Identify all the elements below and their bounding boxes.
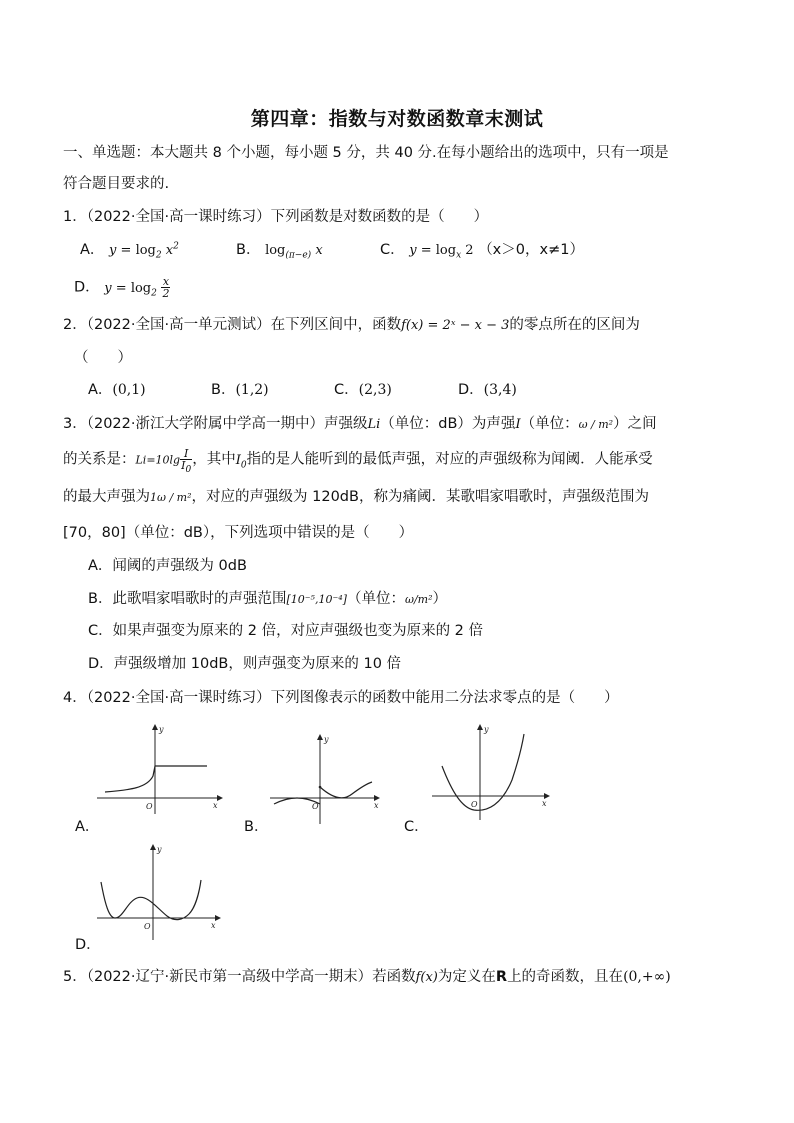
y-axis-arrow [152, 724, 158, 730]
q3-ratio: $\frac{I}{I_0}$ [181, 447, 192, 476]
q4-option-d-label[interactable]: D． [75, 937, 101, 953]
y-axis-arrow [150, 844, 156, 850]
q4-option-b-label[interactable]: B． [244, 819, 269, 835]
q2-option-d[interactable]: D．(3,4) [458, 382, 517, 398]
q3-option-a[interactable]: A．闻阈的声强级为 0dB [88, 558, 247, 574]
q1-option-c[interactable]: C． $y = \log_x 2$ （x＞0，x≠1） [380, 242, 584, 261]
q2-paren: （ ） [74, 350, 132, 366]
q1-d-fraction: $\frac{x}{2}$ [162, 275, 170, 300]
y-axis-arrow [477, 724, 483, 730]
q1-b-formula: $\log_{(\pi-e)} x$ [265, 243, 323, 261]
y-label: y [484, 725, 489, 734]
point [319, 786, 322, 789]
q4-graph-c[interactable] [430, 722, 552, 822]
curve-right [320, 782, 372, 798]
q2-option-b[interactable]: B．(1,2) [211, 382, 269, 398]
curve [105, 766, 207, 792]
curve [442, 734, 524, 810]
origin-label: O [146, 802, 153, 811]
q5-function: f(x) [415, 970, 438, 985]
y-axis-arrow [317, 734, 323, 740]
q1-option-b[interactable]: B． $\log_{(\pi-e)} x$ [236, 242, 323, 261]
y-label: y [157, 845, 162, 854]
q2-option-a[interactable]: A．(0,1) [88, 382, 146, 398]
page-title: 第四章：指数与对数函数章末测试 [250, 108, 544, 130]
x-axis-arrow [217, 795, 223, 801]
q4-stem: 4．（2022·全国·高一课时练习）下列图像表示的函数中能用二分法求零点的是（ ） [63, 690, 619, 706]
q2-option-c[interactable]: C．(2,3) [334, 382, 392, 398]
origin-label: O [471, 800, 478, 809]
q3-option-c[interactable]: C．如果声强变为原来的 2 倍，对应声强级也变为原来的 2 倍 [88, 623, 484, 639]
origin-label: O [312, 802, 319, 811]
curve [101, 880, 201, 920]
q1-option-a[interactable]: A． $y = \log_2 x^2$ [80, 241, 179, 261]
q2-function: f(x) = 2ˣ − x − 3 [401, 318, 510, 333]
q3-option-b[interactable]: B．此歌唱家唱歌时的声强范围[10⁻⁵,10⁻⁴]（单位：ω/m²） [88, 591, 447, 607]
q4-option-c-label[interactable]: C． [404, 819, 429, 835]
q4-option-a-label[interactable]: A． [75, 819, 100, 835]
origin-label: O [144, 922, 151, 931]
q2-stem: 2．（2022·全国·高一单元测试）在下列区间中，函数f(x) = 2ˣ − x − 3的零点所在的区间为 [63, 317, 640, 333]
q1-a-formula: $y = \log_2 x^2$ [109, 241, 179, 261]
x-label: x [213, 801, 218, 810]
q1-option-d[interactable]: D． $y = \log_2$ $\frac{x}{2}$ [74, 275, 170, 300]
q3-line1: 3．（2022·浙江大学附属中学高一期中）声强级Li（单位：dB）为声强I（单位：ω / m²）之间 [63, 416, 657, 432]
x-label: x [542, 799, 547, 808]
q4-graph-d[interactable] [95, 842, 227, 942]
q1-d-formula: $y = \log_2$ [104, 280, 157, 299]
real-set-symbol: R [495, 969, 508, 985]
q5-interval: (0,+∞) [623, 969, 671, 985]
q3-line2: 的关系是：Li=10lg $\frac{I}{I_0}$ ，其中$I_0$指的是人能听到的最低声强，对应的声强级称为闻阈．人能承受 [63, 447, 653, 476]
x-axis-arrow [215, 915, 221, 921]
x-label: x [374, 801, 379, 810]
x-label: x [211, 921, 216, 930]
y-label: y [159, 725, 164, 734]
q1-c-formula: $y = \log_x 2$ [409, 243, 474, 261]
q3-line3: 的最大声强为1ω / m²，对应的声强级为 120dB，称为痛阈．某歌唱家唱歌时，声强级范围为 [63, 489, 649, 505]
section-intro-line2: 符合题目要求的. [63, 176, 170, 192]
q1-stem: 1．（2022·全国·高一课时练习）下列函数是对数函数的是（ ） [63, 209, 489, 225]
section-intro-line1: 一、单选题：本大题共 8 个小题，每小题 5 分，共 40 分.在每小题给出的选项中，只有一项是 [63, 145, 669, 161]
q5-stem: 5．（2022·辽宁·新民市第一高级中学高一期末）若函数f(x)为定义在R上的奇函数，且在(0,+∞) [63, 969, 671, 985]
q4-graph-a[interactable] [95, 722, 225, 817]
q3-line4: [70，80]（单位：dB），下列选项中错误的是（ ） [63, 525, 414, 541]
y-label: y [324, 735, 329, 744]
q3-option-d[interactable]: D．声强级增加 10dB，则声强变为原来的 10 倍 [88, 656, 402, 672]
q4-graph-b[interactable] [268, 732, 383, 827]
